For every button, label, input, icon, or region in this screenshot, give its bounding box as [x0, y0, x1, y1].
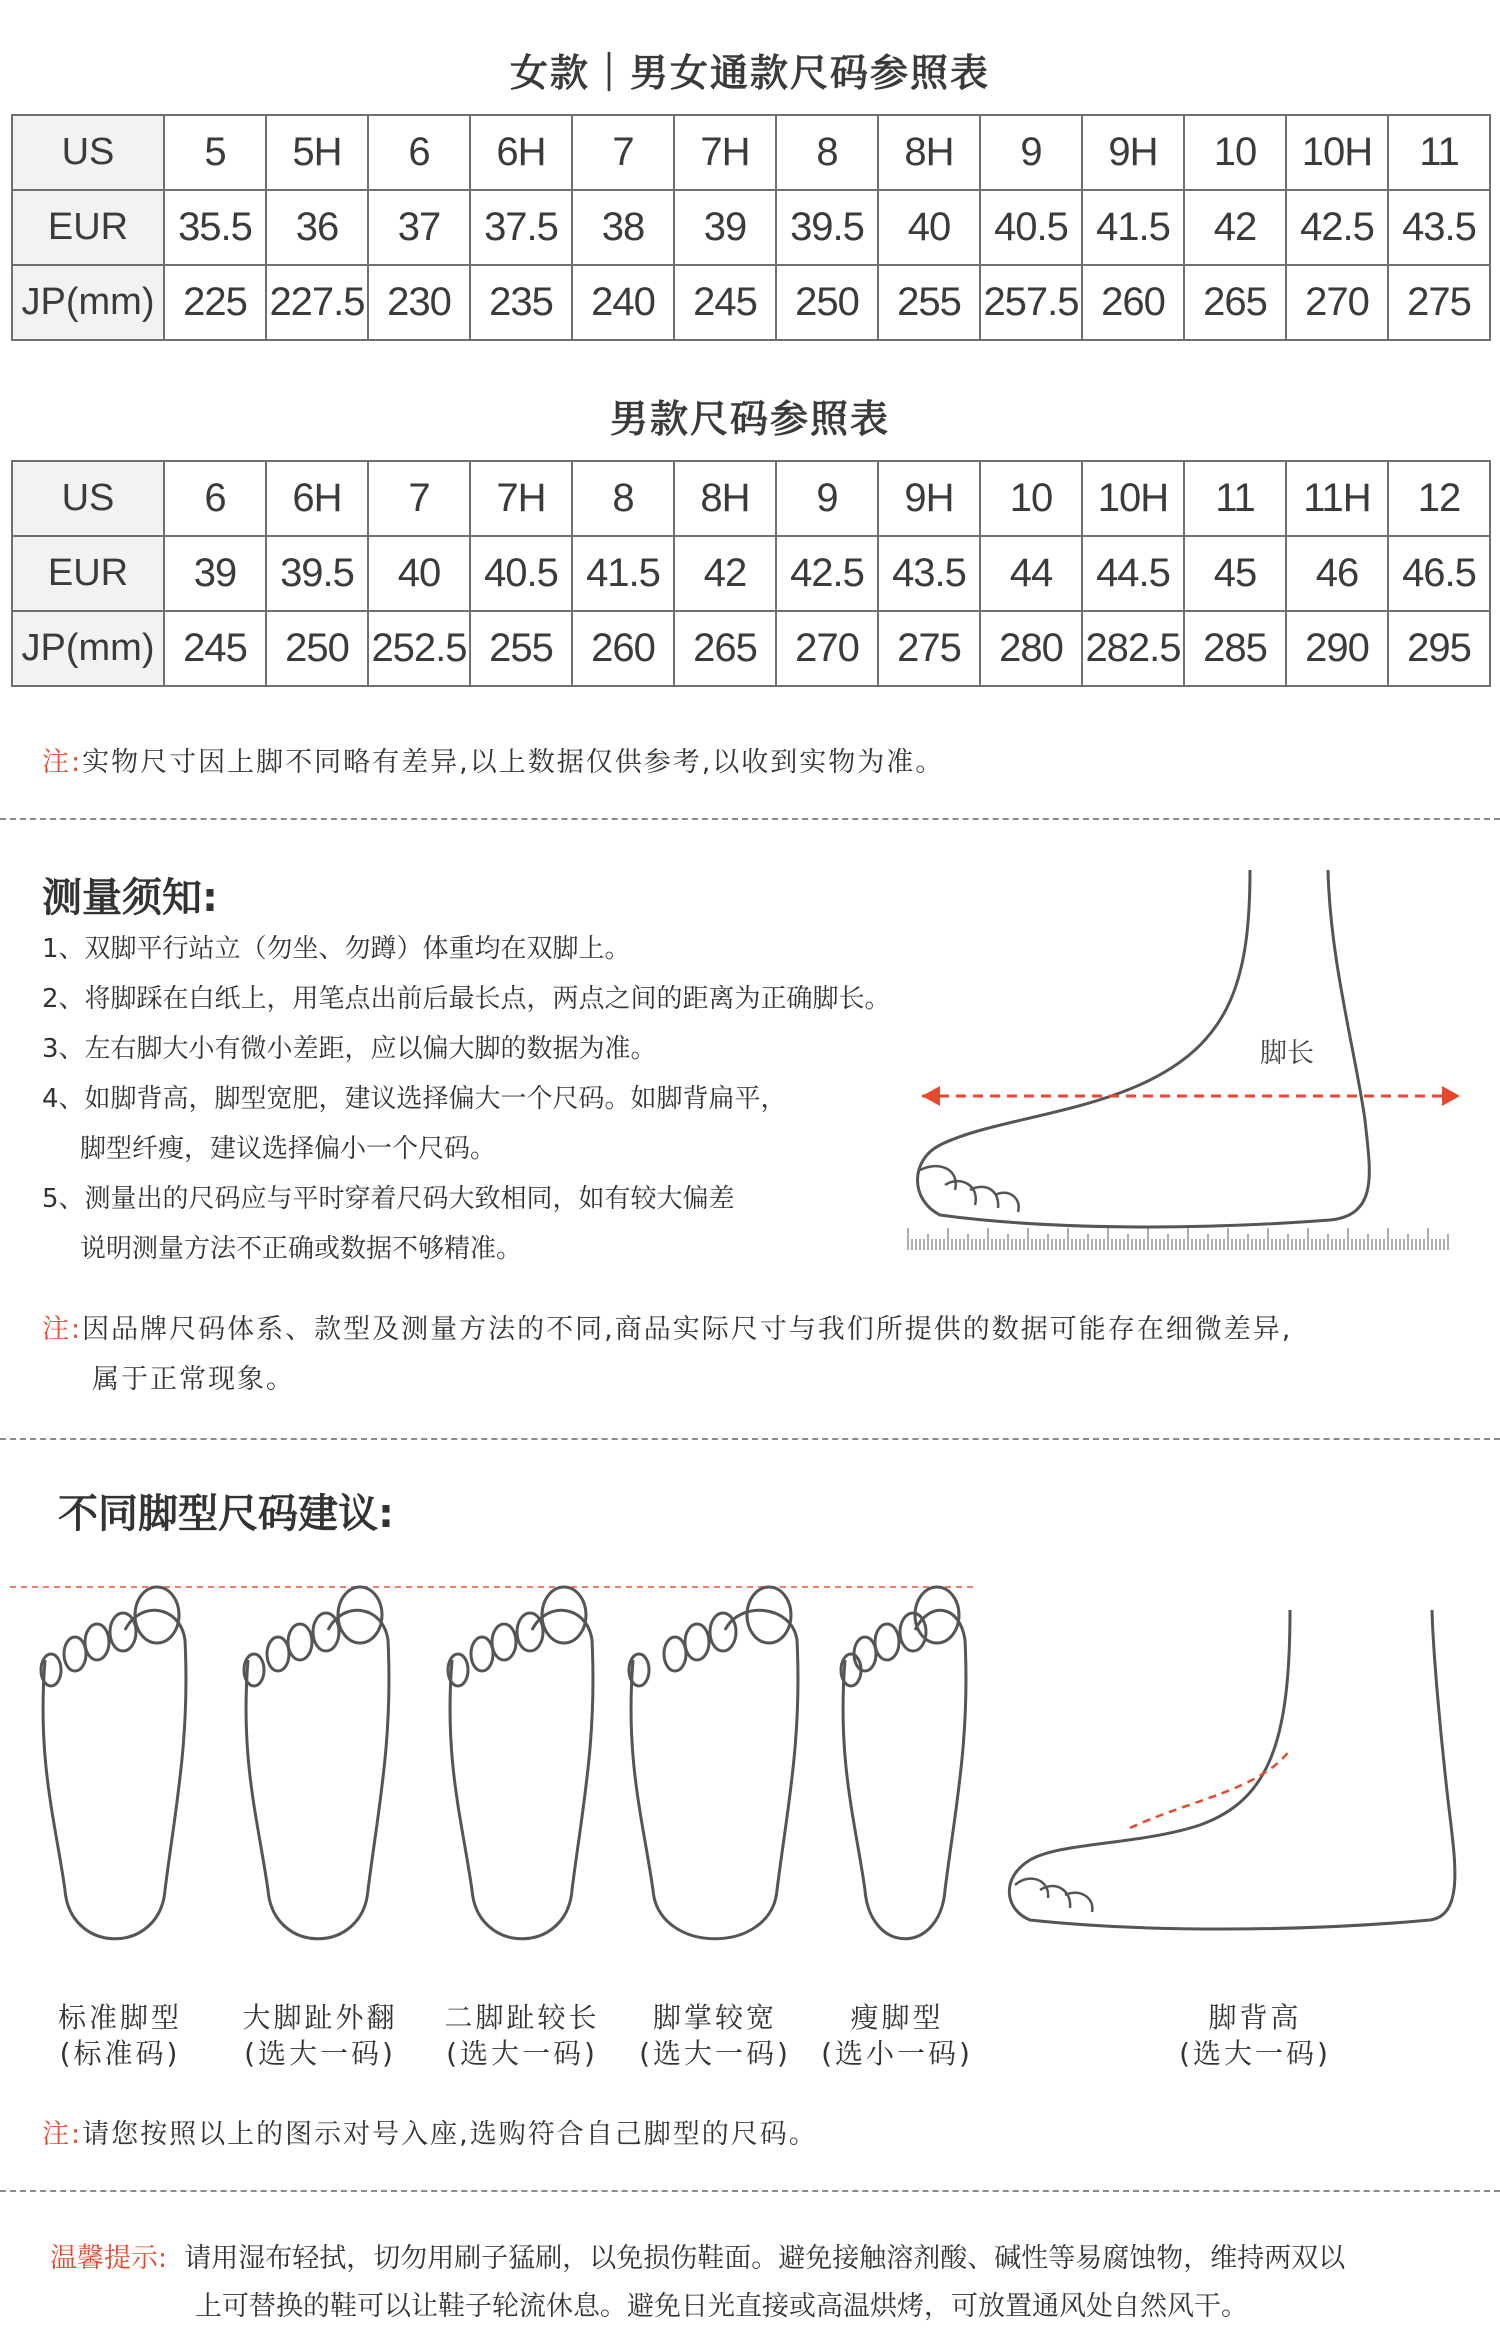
row-header: EUR	[12, 190, 164, 265]
table-cell: 270	[1286, 265, 1388, 340]
toe	[110, 1613, 136, 1651]
table-cell: 44.5	[1082, 536, 1184, 611]
note-text: 因品牌尺码体系、款型及测量方法的不同,商品实际尺寸与我们所提供的数据可能存在细微差异,	[82, 1314, 1293, 1345]
foot-type-caption: 标准脚型 (标准码)	[57, 2001, 182, 2070]
toe	[517, 1613, 543, 1651]
table-row	[12, 461, 1490, 536]
table-cell: 250	[266, 611, 368, 686]
table-cell: 10	[980, 461, 1082, 536]
table-cell: 270	[776, 611, 878, 686]
table-cell: 10H	[1286, 115, 1388, 190]
toe	[471, 1637, 493, 1671]
row-header: US	[12, 461, 164, 536]
table-row	[12, 536, 1490, 611]
table-cell: 40.5	[980, 190, 1082, 265]
table-cell: 7H	[674, 115, 776, 190]
row-header: EUR	[12, 536, 164, 611]
note-prefix: 注:	[42, 2119, 83, 2150]
table-cell: 6	[164, 461, 266, 536]
toe	[747, 1587, 791, 1643]
foot-type-caption: 脚掌较宽 (选大一码)	[639, 2001, 791, 2070]
table-cell: 282.5	[1082, 611, 1184, 686]
table-cell: 5H	[266, 115, 368, 190]
table-cell: 37	[368, 190, 470, 265]
tip-prefix: 温馨提示:	[50, 2243, 168, 2274]
table-cell: 255	[470, 611, 572, 686]
toe	[85, 1624, 109, 1660]
table-cell: 39	[164, 536, 266, 611]
measure-step: 3、左右脚大小有微小差距，应以偏大脚的数据为准。	[42, 1034, 657, 1064]
table-cell: 9	[776, 461, 878, 536]
table-row	[12, 115, 1490, 190]
tip-text: 上可替换的鞋可以让鞋子轮流休息。避免日光直接或高温烘烤，可放置通风处自然风干。	[195, 2291, 1248, 2322]
foot-length-label: 脚长	[1260, 1038, 1314, 1069]
toe	[288, 1624, 312, 1660]
measure-step: 说明测量方法不正确或数据不够精准。	[80, 1234, 523, 1264]
table-cell: 11	[1184, 461, 1286, 536]
toe	[854, 1637, 876, 1671]
foot-types-illustration	[0, 1560, 1500, 1990]
table-cell: 40	[368, 536, 470, 611]
table-cell: 38	[572, 190, 674, 265]
table-cell: 41.5	[1082, 190, 1184, 265]
women-size-table	[11, 114, 1491, 341]
foot-type-caption: 二脚趾较长 (选大一码)	[444, 2001, 600, 2070]
foot-outline	[843, 1610, 966, 1938]
row-header: JP(mm)	[12, 611, 164, 686]
table-cell: 245	[674, 265, 776, 340]
table-cell: 285	[1184, 611, 1286, 686]
table-cell: 36	[266, 190, 368, 265]
table-cell: 39	[674, 190, 776, 265]
table-cell: 8	[572, 461, 674, 536]
table-cell: 260	[572, 611, 674, 686]
note-prefix: 注:	[42, 1314, 83, 1345]
note-size-disclaimer	[42, 740, 944, 779]
table-cell: 12	[1388, 461, 1490, 536]
note-text: 属于正常现象。	[92, 1364, 295, 1395]
table-cell: 250	[776, 265, 878, 340]
table-cell: 265	[674, 611, 776, 686]
table-cell: 230	[368, 265, 470, 340]
table-cell: 40	[878, 190, 980, 265]
foot-type-caption: 脚背高 (选大一码)	[1179, 2001, 1331, 2070]
table-row	[12, 265, 1490, 340]
measure-title: 测量须知:	[42, 875, 218, 921]
toe	[900, 1613, 926, 1651]
table-cell: 235	[470, 265, 572, 340]
foot-outline	[631, 1610, 798, 1938]
row-header: US	[12, 115, 164, 190]
table-cell: 255	[878, 265, 980, 340]
note-prefix: 注:	[42, 747, 83, 778]
table-cell: 10	[1184, 115, 1286, 190]
table-cell: 7	[368, 461, 470, 536]
foot-type-caption: 大脚趾外翻 (选大一码)	[242, 2001, 398, 2070]
note-foot-type	[42, 2112, 818, 2151]
toe	[64, 1637, 86, 1671]
table-cell: 240	[572, 265, 674, 340]
table-cell: 275	[878, 611, 980, 686]
table-cell: 8H	[674, 461, 776, 536]
table-cell: 41.5	[572, 536, 674, 611]
table-cell: 42	[1184, 190, 1286, 265]
table-cell: 7H	[470, 461, 572, 536]
table-cell: 9	[980, 115, 1082, 190]
toe	[664, 1637, 686, 1671]
table-cell: 11	[1388, 115, 1490, 190]
table-cell: 275	[1388, 265, 1490, 340]
note-brand-disclaimer	[42, 1305, 1292, 1405]
measure-step: 1、双脚平行站立（勿坐、勿蹲）体重均在双脚上。	[42, 934, 631, 964]
note-text: 请您按照以上的图示对号入座,选购符合自己脚型的尺码。	[82, 2119, 818, 2150]
table-cell: 46.5	[1388, 536, 1490, 611]
table-cell: 5	[164, 115, 266, 190]
table-cell: 35.5	[164, 190, 266, 265]
table-cell: 40.5	[470, 536, 572, 611]
care-tip	[50, 2235, 1470, 2331]
toe	[267, 1637, 289, 1671]
toe	[875, 1624, 899, 1660]
table-cell: 257.5	[980, 265, 1082, 340]
table-cell: 260	[1082, 265, 1184, 340]
table-cell: 6H	[266, 461, 368, 536]
women-table-title: 女款｜男女通款尺码参照表	[509, 51, 990, 95]
divider	[0, 2190, 1500, 2192]
note-text: 实物尺寸因上脚不同略有差异,以上数据仅供参考,以收到实物为准。	[82, 747, 945, 778]
tip-text: 请用湿布轻拭，切勿用刷子猛刷，以免损伤鞋面。避免接触溶剂酸、碱性等易腐蚀物，维持两双以	[184, 2243, 1346, 2274]
measure-step: 5、测量出的尺码应与平时穿着尺码大致相同，如有较大偏差	[42, 1184, 735, 1214]
foot-side-measure-illustration	[900, 870, 1470, 1280]
foot-types-title: 不同脚型尺码建议:	[58, 1491, 394, 1537]
table-cell: 10H	[1082, 461, 1184, 536]
table-cell: 9H	[878, 461, 980, 536]
table-cell: 45	[1184, 536, 1286, 611]
table-cell: 39.5	[776, 190, 878, 265]
table-cell: 280	[980, 611, 1082, 686]
table-cell: 265	[1184, 265, 1286, 340]
table-cell: 9H	[1082, 115, 1184, 190]
row-header: JP(mm)	[12, 265, 164, 340]
table-cell: 43.5	[878, 536, 980, 611]
men-size-table	[11, 460, 1491, 687]
table-cell: 245	[164, 611, 266, 686]
men-table-title: 男款尺码参照表	[609, 397, 890, 441]
toe	[313, 1613, 339, 1651]
table-cell: 11H	[1286, 461, 1388, 536]
measure-step: 脚型纤瘦，建议选择偏小一个尺码。	[80, 1134, 497, 1164]
table-cell: 295	[1388, 611, 1490, 686]
table-cell: 43.5	[1388, 190, 1490, 265]
table-cell: 37.5	[470, 190, 572, 265]
table-cell: 42.5	[776, 536, 878, 611]
measure-step: 4、如脚背高，脚型宽肥，建议选择偏大一个尺码。如脚背扁平，	[42, 1084, 787, 1114]
table-cell: 227.5	[266, 265, 368, 340]
measure-step: 2、将脚踩在白纸上，用笔点出前后最长点，两点之间的距离为正确脚长。	[42, 984, 891, 1014]
table-cell: 8	[776, 115, 878, 190]
table-cell: 44	[980, 536, 1082, 611]
divider	[0, 818, 1500, 820]
toe	[492, 1624, 516, 1660]
table-cell: 7	[572, 115, 674, 190]
table-cell: 252.5	[368, 611, 470, 686]
table-cell: 42	[674, 536, 776, 611]
table-cell: 39.5	[266, 536, 368, 611]
table-cell: 46	[1286, 536, 1388, 611]
table-cell: 42.5	[1286, 190, 1388, 265]
table-row	[12, 190, 1490, 265]
toe	[710, 1613, 736, 1651]
toe	[685, 1624, 709, 1660]
table-row	[12, 611, 1490, 686]
table-cell: 225	[164, 265, 266, 340]
foot-type-caption: 瘦脚型 (选小一码)	[821, 2001, 973, 2070]
table-cell: 8H	[878, 115, 980, 190]
table-cell: 290	[1286, 611, 1388, 686]
divider	[0, 1438, 1500, 1440]
table-cell: 6	[368, 115, 470, 190]
table-cell: 6H	[470, 115, 572, 190]
